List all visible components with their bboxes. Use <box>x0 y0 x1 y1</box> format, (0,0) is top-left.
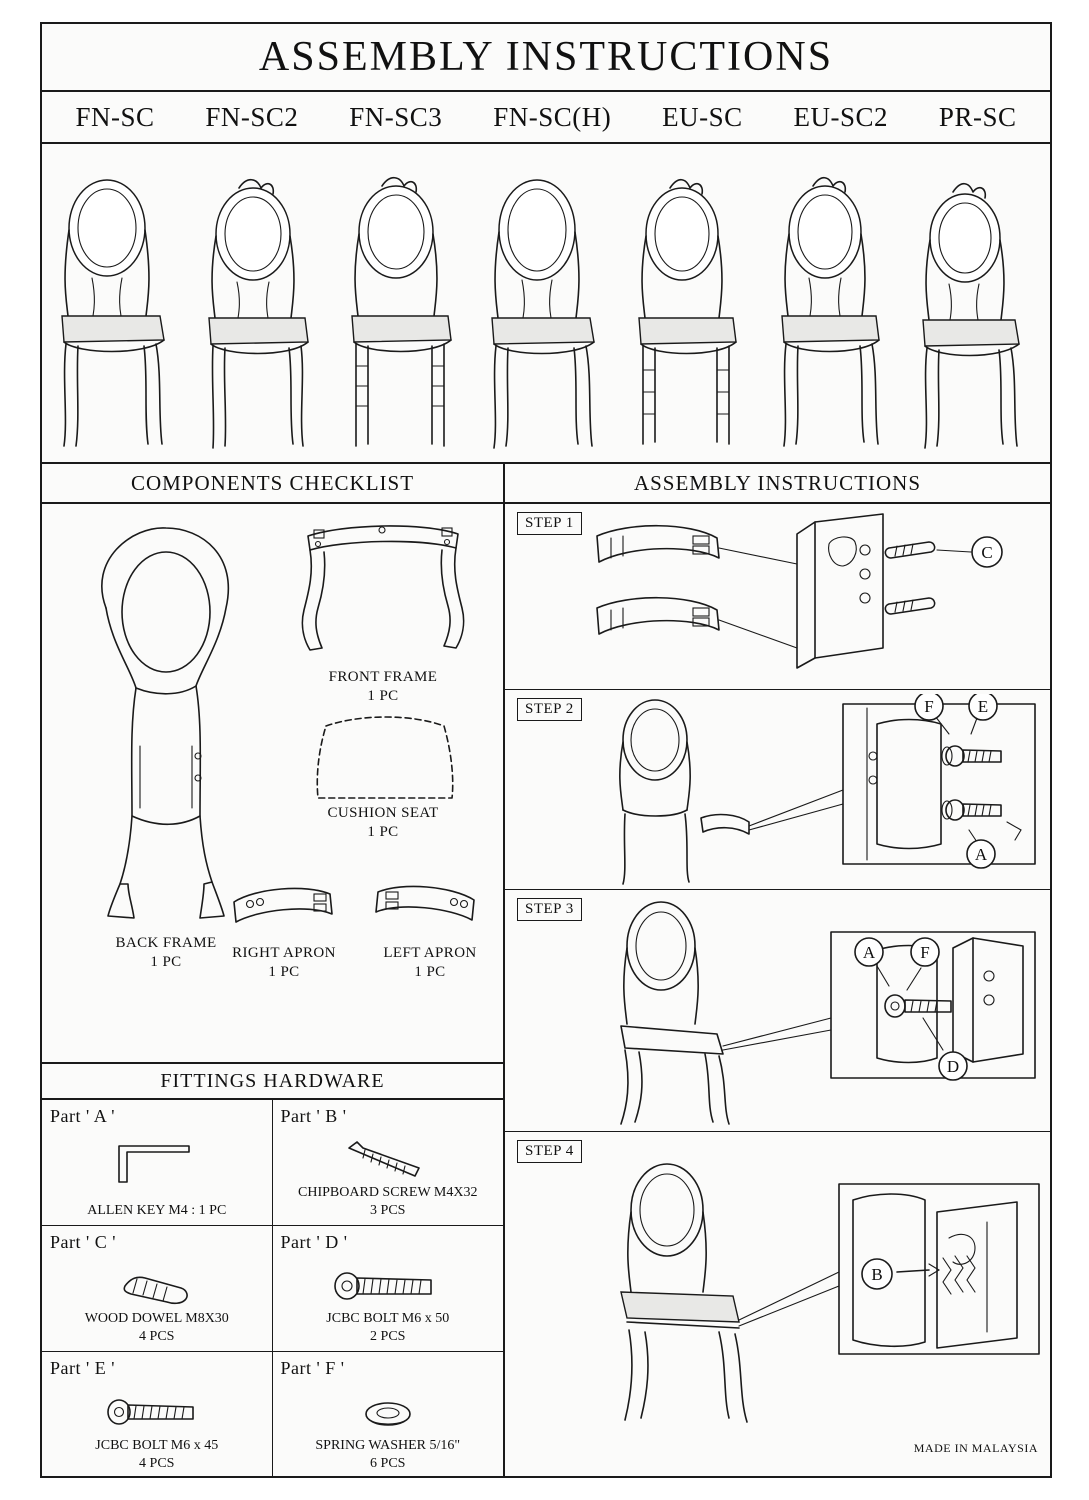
step-label: STEP 4 <box>517 1140 582 1163</box>
model-code: FN-SC2 <box>205 101 299 132</box>
fitting-caption: SPRING WASHER 5/16" 6 PCS <box>315 1438 461 1471</box>
assembly-step-2 <box>505 690 1050 890</box>
fitting-part-label: Part ' C ' <box>50 1232 116 1252</box>
components-checklist-title: COMPONENTS CHECKLIST <box>130 470 415 495</box>
svg-text:B: B <box>871 1265 883 1284</box>
jcbc-bolt-45-icon <box>42 1386 272 1442</box>
step-2-diagram <box>577 694 1047 888</box>
model-code: EU-SC <box>662 101 743 132</box>
fittings-hardware-header <box>42 1064 503 1100</box>
part-illustration-left-apron <box>372 870 482 940</box>
fitting-caption: JCBC BOLT M6 x 50 2 PCS <box>326 1311 450 1344</box>
fitting-cell-f <box>273 1352 504 1478</box>
assembly-instructions-title: ASSEMBLY INSTRUCTIONS <box>633 470 922 495</box>
svg-text:F: F <box>920 943 930 962</box>
fitting-part-label: Part ' B ' <box>280 1106 347 1126</box>
chair-illustration-row <box>42 144 1050 464</box>
chair-illustration-fn-sc2 <box>195 158 325 458</box>
callout-f <box>911 938 939 966</box>
made-in-label: MADE IN MALAYSIA <box>913 1441 1038 1455</box>
fitting-caption: WOOD DOWEL M8X30 4 PCS <box>84 1311 229 1344</box>
callout-b <box>862 1259 892 1289</box>
callout-c <box>972 537 1002 567</box>
model-code: FN-SC <box>75 101 155 132</box>
callout-f <box>915 694 943 720</box>
chair-illustration-eu-sc <box>624 158 754 458</box>
component-caption-cushion-seat: CUSHION SEAT 1 PC <box>327 805 439 840</box>
fittings-hardware-title: FITTINGS HARDWARE <box>160 1069 385 1092</box>
assembly-step-4 <box>505 1132 1050 1462</box>
fitting-part-label: Part ' A ' <box>50 1106 115 1126</box>
spring-washer-icon <box>273 1386 504 1442</box>
fitting-caption: JCBC BOLT M6 x 45 4 PCS <box>95 1438 219 1471</box>
svg-text:C: C <box>981 543 993 562</box>
fitting-part-label: Part ' E ' <box>50 1358 115 1378</box>
step-label: STEP 1 <box>517 512 582 535</box>
model-code-row <box>42 92 1050 144</box>
fitting-part-label: Part ' F ' <box>280 1358 345 1378</box>
allen-key-icon <box>42 1134 272 1190</box>
page-title: ASSEMBLY INSTRUCTIONS <box>258 34 834 80</box>
sheet-title-bar <box>42 24 1050 92</box>
model-code: FN-SC3 <box>349 101 443 132</box>
chair-illustration-fn-sc3 <box>338 158 468 458</box>
part-illustration-front-frame <box>292 514 472 664</box>
step-4-diagram <box>577 1152 1047 1452</box>
lower-panels <box>42 464 1050 1478</box>
svg-text:A: A <box>974 845 988 864</box>
component-caption-left-apron: LEFT APRON 1 PC <box>383 945 477 980</box>
fitting-cell-a <box>42 1100 273 1226</box>
svg-text:E: E <box>977 697 989 716</box>
svg-text:F: F <box>924 697 934 716</box>
fitting-cell-d <box>273 1226 504 1352</box>
component-caption-front-frame: FRONT FRAME 1 PC <box>328 669 438 704</box>
step-label: STEP 3 <box>517 898 582 921</box>
model-code: EU-SC2 <box>793 101 889 132</box>
model-code: PR-SC <box>938 101 1017 132</box>
part-illustration-right-apron <box>228 872 338 942</box>
assembly-instructions-header <box>505 464 1050 504</box>
chair-illustration-fn-sc <box>52 158 182 458</box>
model-code: FN-SC(H) <box>493 101 612 132</box>
callout-a <box>967 840 995 868</box>
fitting-cell-c <box>42 1226 273 1352</box>
chair-illustration-eu-sc2 <box>767 158 897 458</box>
fitting-cell-e <box>42 1352 273 1478</box>
components-checklist-body <box>42 504 503 1064</box>
fittings-hardware-grid <box>42 1100 503 1478</box>
component-caption-right-apron: RIGHT APRON 1 PC <box>232 945 336 980</box>
callout-a <box>855 938 883 966</box>
assembly-steps <box>505 504 1050 1478</box>
fitting-caption: CHIPBOARD SCREW M4X32 3 PCS <box>298 1185 478 1218</box>
fitting-caption: ALLEN KEY M4 : 1 PC <box>87 1202 227 1218</box>
fitting-part-label: Part ' D ' <box>280 1232 348 1252</box>
chair-illustration-pr-sc <box>909 158 1039 458</box>
chipboard-screw-icon <box>273 1134 504 1190</box>
instruction-sheet <box>40 22 1052 1478</box>
component-caption-back-frame: BACK FRAME 1 PC <box>115 935 217 970</box>
svg-text:D: D <box>946 1057 960 1076</box>
assembly-column <box>505 464 1050 1478</box>
callout-d <box>939 1052 967 1080</box>
step-3-diagram <box>577 894 1047 1130</box>
components-checklist-header <box>42 464 503 504</box>
part-illustration-cushion-seat <box>304 710 464 810</box>
assembly-step-1 <box>505 504 1050 690</box>
jcbc-bolt-50-icon <box>273 1260 504 1316</box>
assembly-step-3 <box>505 890 1050 1132</box>
callout-e <box>969 694 997 720</box>
svg-text:A: A <box>862 943 876 962</box>
components-column <box>42 464 505 1478</box>
fitting-cell-b <box>273 1100 504 1226</box>
step-1-diagram <box>583 508 1043 688</box>
step-label: STEP 2 <box>517 698 582 721</box>
chair-illustration-fn-sc-h <box>481 158 611 458</box>
wood-dowel-icon <box>42 1260 272 1316</box>
